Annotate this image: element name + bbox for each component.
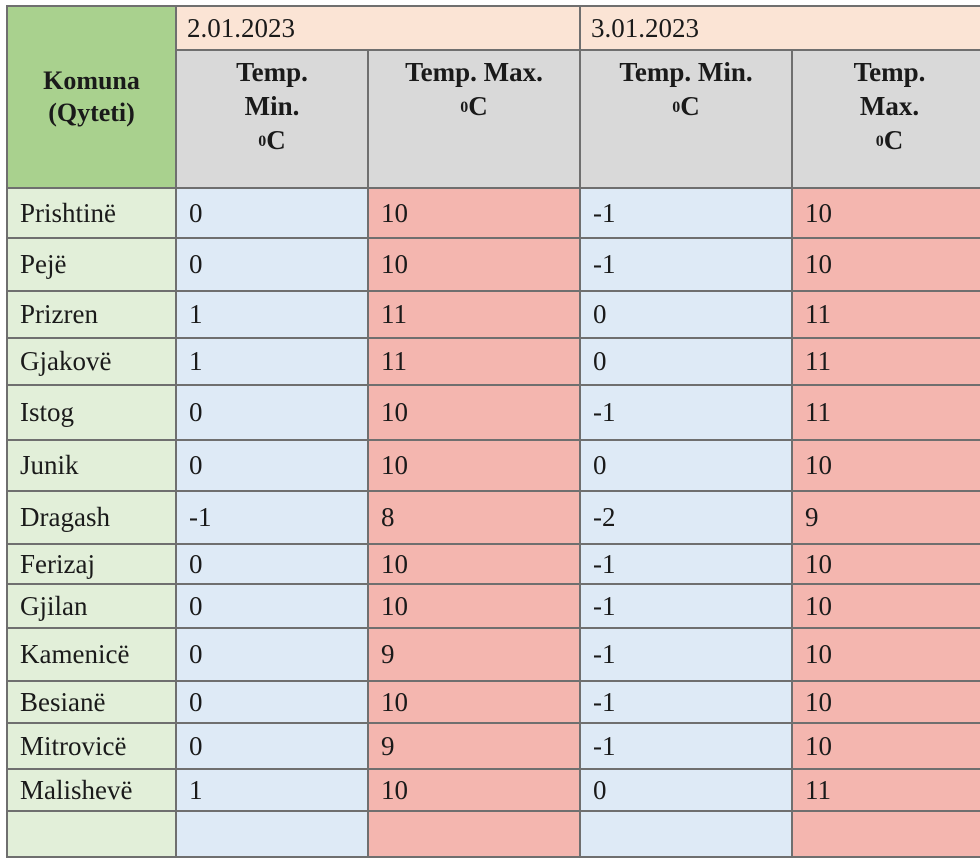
unit-label: C	[680, 91, 700, 121]
table-row	[7, 769, 980, 811]
temp-max-cell: 10	[368, 188, 580, 238]
date-header-row	[7, 6, 980, 50]
col-header-min-1	[176, 50, 368, 188]
degree-sup: 0	[460, 99, 469, 116]
empty-cell	[7, 811, 176, 857]
degree-sup: 0	[258, 133, 267, 150]
temp-min-cell: 0	[580, 769, 792, 811]
degree-sup: 0	[875, 133, 884, 150]
col-header-min-2-line1: Temp. Min.	[619, 57, 753, 87]
temp-min-cell: 0	[580, 338, 792, 385]
temp-max-cell: 10	[368, 544, 580, 584]
col-header-max-2	[792, 50, 980, 188]
empty-cell	[580, 811, 792, 857]
temp-min-cell: -1	[580, 584, 792, 628]
empty-cell	[792, 811, 980, 857]
temp-min-cell: -1	[580, 723, 792, 769]
city-cell: Kamenicë	[7, 628, 176, 681]
temp-min-cell: -1	[580, 385, 792, 440]
city-cell: Istog	[7, 385, 176, 440]
unit-label: C	[266, 125, 286, 155]
temp-max-cell: 11	[368, 338, 580, 385]
komuna-label: Komuna	[43, 66, 140, 95]
table-row	[7, 338, 980, 385]
temp-max-cell: 11	[792, 385, 980, 440]
col-header-max-1-line1: Temp. Max.	[405, 57, 543, 87]
table-row	[7, 238, 980, 291]
col-header-max-2-line2: Max.	[859, 91, 920, 121]
table-row	[7, 584, 980, 628]
city-cell: Gjakovë	[7, 338, 176, 385]
empty-cell	[368, 811, 580, 857]
temp-max-cell: 10	[368, 238, 580, 291]
table-row	[7, 544, 980, 584]
col-header-max-1	[368, 50, 580, 188]
city-cell: Junik	[7, 440, 176, 491]
temp-min-cell: -1	[580, 544, 792, 584]
date-header-1: 2.01.2023	[176, 6, 580, 50]
city-cell: Besianë	[7, 681, 176, 723]
temp-min-cell: 1	[176, 338, 368, 385]
temp-min-cell: 0	[176, 385, 368, 440]
temp-max-cell: 10	[792, 628, 980, 681]
table-row	[7, 628, 980, 681]
temp-max-cell: 9	[368, 628, 580, 681]
komuna-sub-label: (Qyteti)	[48, 98, 135, 127]
temp-max-cell: 11	[368, 291, 580, 338]
temp-min-cell: -1	[580, 681, 792, 723]
temp-min-cell: 0	[580, 291, 792, 338]
city-cell: Pejë	[7, 238, 176, 291]
temp-min-cell: 0	[176, 723, 368, 769]
table-row	[7, 188, 980, 238]
temp-max-cell: 9	[368, 723, 580, 769]
city-cell: Dragash	[7, 491, 176, 544]
temp-max-cell: 10	[368, 584, 580, 628]
temp-max-cell: 10	[368, 440, 580, 491]
temp-min-cell: 0	[176, 628, 368, 681]
temp-max-cell: 10	[792, 188, 980, 238]
col-header-min-1-line2: Min.	[244, 91, 300, 121]
empty-row	[7, 811, 980, 857]
temp-max-cell: 11	[792, 338, 980, 385]
city-cell: Gjilan	[7, 584, 176, 628]
table-row	[7, 440, 980, 491]
col-header-max-2-line1: Temp.	[853, 57, 926, 87]
temperature-table	[6, 5, 980, 858]
temp-min-cell: 0	[176, 188, 368, 238]
degree-sup: 0	[672, 99, 681, 116]
table-row	[7, 681, 980, 723]
temp-min-cell: -2	[580, 491, 792, 544]
table-row	[7, 723, 980, 769]
city-cell: Ferizaj	[7, 544, 176, 584]
temp-max-cell: 10	[368, 385, 580, 440]
temp-min-cell: 0	[176, 584, 368, 628]
temp-min-cell: 0	[176, 440, 368, 491]
temp-max-cell: 10	[792, 723, 980, 769]
temp-min-cell: 1	[176, 291, 368, 338]
temp-min-cell: -1	[580, 188, 792, 238]
unit-label: C	[883, 125, 904, 155]
city-cell: Prishtinë	[7, 188, 176, 238]
temp-max-cell: 10	[368, 769, 580, 811]
col-header-min-2	[580, 50, 792, 188]
city-cell: Malishevë	[7, 769, 176, 811]
temp-max-cell: 10	[792, 681, 980, 723]
temp-max-cell: 9	[792, 491, 980, 544]
temp-min-cell: 1	[176, 769, 368, 811]
date-header-2: 3.01.2023	[580, 6, 980, 50]
table-row	[7, 291, 980, 338]
temp-max-cell: 11	[792, 291, 980, 338]
temp-max-cell: 11	[792, 769, 980, 811]
temp-max-cell: 8	[368, 491, 580, 544]
city-cell: Prizren	[7, 291, 176, 338]
empty-cell	[176, 811, 368, 857]
temp-min-cell: 0	[176, 681, 368, 723]
temp-max-cell: 10	[792, 544, 980, 584]
city-cell: Mitrovicë	[7, 723, 176, 769]
table-row	[7, 491, 980, 544]
temp-max-cell: 10	[368, 681, 580, 723]
unit-label: C	[468, 91, 488, 121]
table-row	[7, 385, 980, 440]
temp-max-cell: 10	[792, 584, 980, 628]
temp-min-cell: -1	[176, 491, 368, 544]
temp-min-cell: 0	[580, 440, 792, 491]
temp-min-cell: 0	[176, 544, 368, 584]
temp-max-cell: 10	[792, 238, 980, 291]
temp-min-cell: 0	[176, 238, 368, 291]
temp-max-cell: 10	[792, 440, 980, 491]
temp-min-cell: -1	[580, 238, 792, 291]
komuna-header-cell	[7, 6, 176, 188]
temp-min-cell: -1	[580, 628, 792, 681]
col-header-min-1-line1: Temp.	[236, 57, 308, 87]
